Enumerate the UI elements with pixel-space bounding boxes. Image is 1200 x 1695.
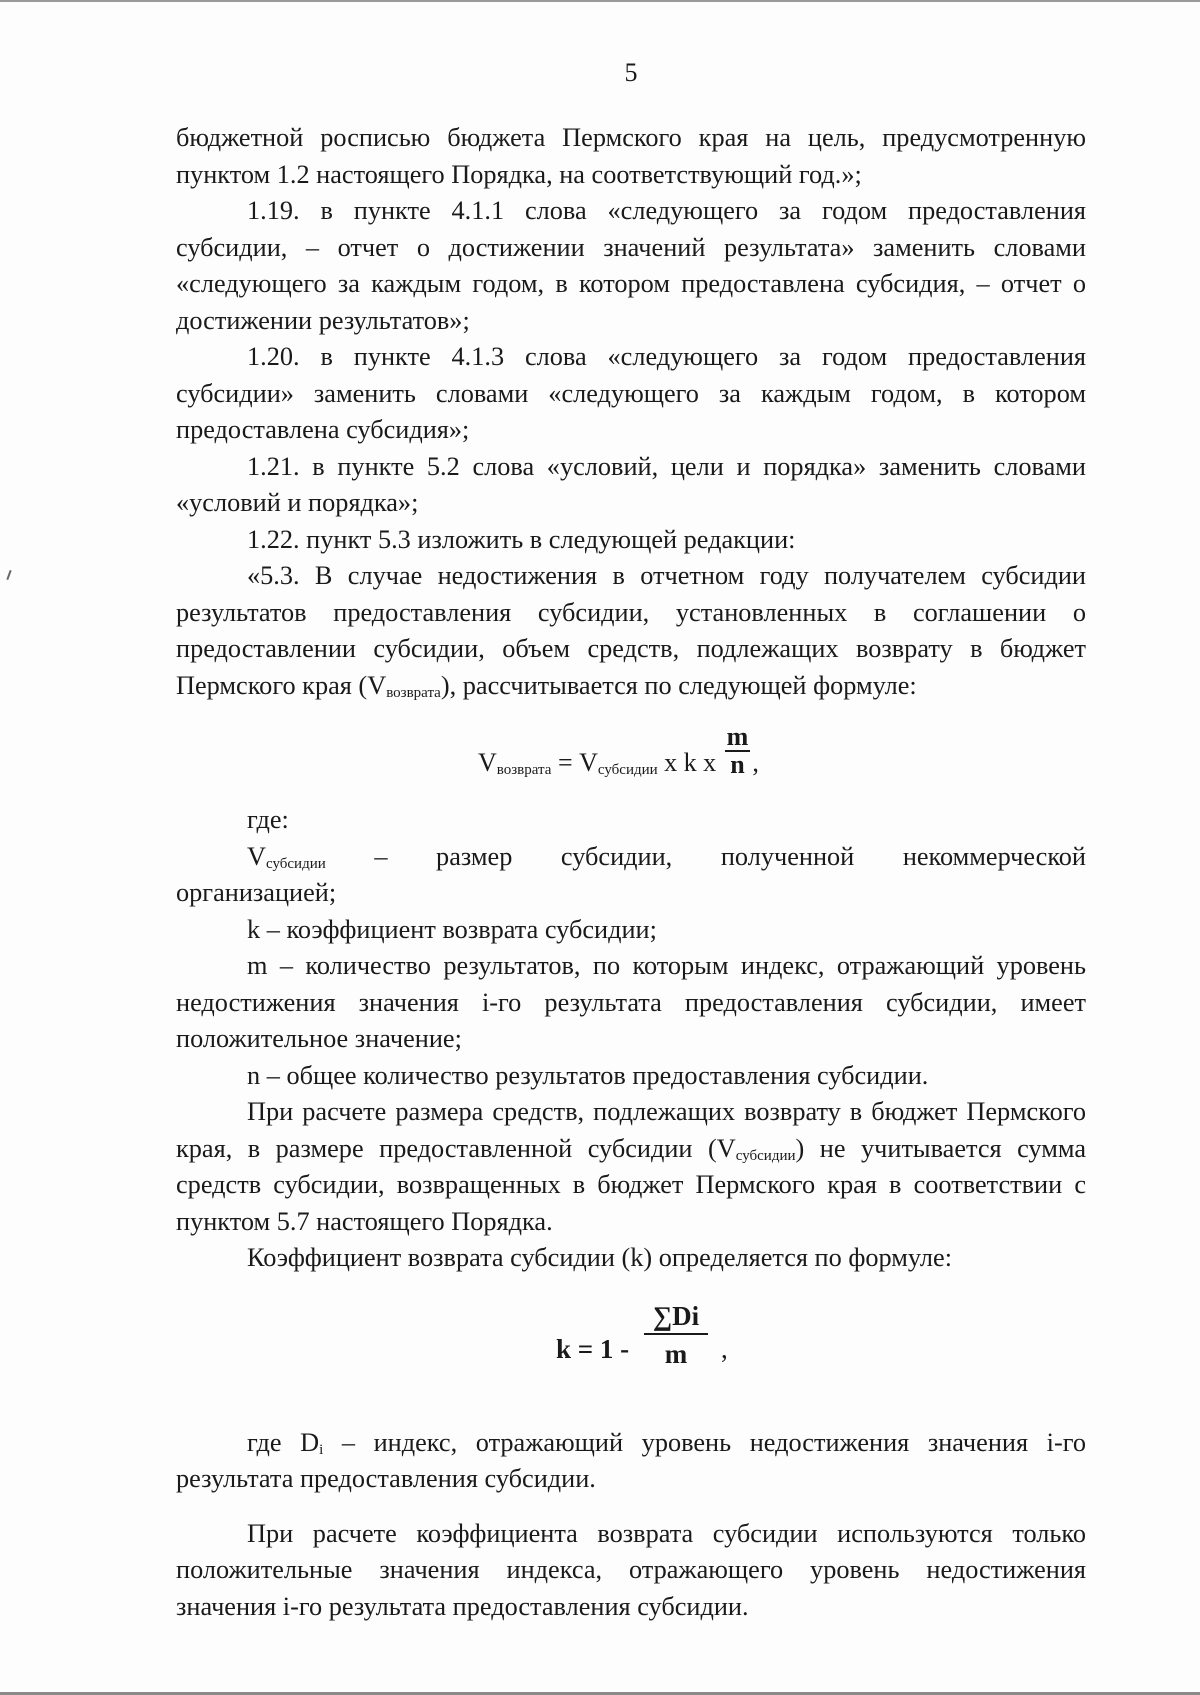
- di-subscript: i: [319, 1441, 324, 1458]
- paragraph-1-20: 1.20. в пункте 4.1.3 слова «следующего за годом предоставления субсидии» заменить словами «следующего за каждым годом, в котором предоставлена субсидия»;: [176, 342, 1086, 444]
- paragraph-5-3-text-b: ), рассчитывается по следующей формуле:: [440, 670, 917, 700]
- definition-v-subsidy-line: [176, 839, 1086, 876]
- definition-word: полученной: [720, 841, 855, 871]
- scan-top-edge: [0, 0, 1200, 2]
- v-subsidy-sub: субсидии: [266, 855, 326, 872]
- paragraph-1-19: 1.19. в пункте 4.1.1 слова «следующего за годом предоставления субсидии, – отчет о достижении значений результата» заменить словами «следующего за каждым годом, в котором предоставлена субсидия, – отчет о достижении результатов»;: [176, 196, 1086, 335]
- formula-k: [176, 1277, 1086, 1425]
- paragraph-1-21: 1.21. в пункте 5.2 слова «условий, цели и порядка» заменить словами «условий и порядка»;: [176, 451, 1086, 517]
- paragraph-5-3-text-a: «5.3. В случае недостижения в отчетном году получателем субсидии результатов предоставления субсидии, установленных в соглашении о предоставлении субсидии, объем средств, подлежащих возврату в бюджет Пермского края (V: [176, 561, 1086, 700]
- paragraph-positive-values: При расчете коэффициента возврата субсидии используются только положительные значения индекса, отражающего уровень недостижения значения i-го результата предоставления субсидии.: [176, 1518, 1086, 1621]
- paragraph-1-22: 1.22. пункт 5.3 изложить в следующей редакции:: [247, 524, 796, 554]
- formula-v-symbol: V: [478, 747, 497, 777]
- formula-v-subsidy-sub: субсидии: [597, 761, 658, 778]
- formula-equals: = V: [551, 747, 598, 777]
- formula-v-return-expression: [478, 722, 759, 792]
- definition-di: [176, 1425, 1086, 1498]
- paragraph-calculation-text-b: ) не учитывается сумма средств субсидии, возвращенных в бюджет Пермского края в соответствии с пунктом 5.7 настоящего Порядка.: [176, 1133, 1086, 1236]
- formula-k-fraction: [644, 1299, 708, 1373]
- definition-word: размер: [436, 841, 513, 871]
- definition-word: некоммерческой: [902, 841, 1086, 871]
- formula-multipliers: x k x: [657, 747, 723, 777]
- definition-word: субсидии,: [560, 841, 673, 871]
- definition-di-text-a: где D: [247, 1427, 320, 1457]
- definition-v-subsidy-symbol: [247, 839, 326, 876]
- definition-m: m – количество результатов, по которым индекс, отражающий уровень недостижения значения i-го результата предоставления субсидии, имеет положительное значение;: [176, 951, 1086, 1053]
- paragraph-5-3: [176, 558, 1086, 704]
- paragraph-calculation-note: [176, 1094, 1086, 1240]
- formula-k-lhs: k = 1 -: [556, 1333, 630, 1364]
- v-subsidy-sub-inline: субсидии: [735, 1147, 796, 1164]
- paragraph-calculation-text-a: При расчете размера средств, подлежащих возврату в бюджет Пермского края, в размере предоставленной субсидии (V: [176, 1097, 1086, 1163]
- definition-word: –: [374, 841, 388, 871]
- formula-comma: ,: [752, 747, 759, 777]
- paragraph-coefficient-intro: Коэффициент возврата субсидии (k) определяется по формуле:: [247, 1243, 953, 1272]
- scan-speck: [6, 570, 11, 580]
- definition-di-text-b: – индекс, отражающий уровень недостижения значения i-го результата предоставления субсидии.: [176, 1427, 1086, 1493]
- v-return-subscript: возврата: [386, 684, 441, 701]
- definition-k: k – коэффициент возврата субсидии;: [247, 914, 657, 944]
- v-symbol: V: [247, 841, 266, 871]
- formula-k-comma: ,: [721, 1333, 728, 1364]
- formula-k-denominator: m: [664, 1338, 688, 1369]
- page-number: 5: [624, 58, 638, 87]
- definition-n: n – общее количество результатов предоставления субсидии.: [247, 1060, 929, 1090]
- paragraph-continuation: бюджетной росписью бюджета Пермского края на цель, предусмотренную пунктом 1.2 настоящего Порядка, на соответствующий год.»;: [176, 123, 1086, 189]
- formula-k-numerator: ∑Di: [644, 1299, 708, 1335]
- definition-v-subsidy-continuation: организацией;: [176, 878, 337, 907]
- formula-fraction-m-n: [725, 724, 751, 778]
- fraction-denominator: n: [730, 750, 745, 779]
- formula-v-return-sub: возврата: [496, 761, 552, 778]
- formula-v-return: [176, 708, 1086, 796]
- fraction-numerator: m: [726, 722, 749, 751]
- where-label: где:: [247, 805, 289, 834]
- document-body: [176, 120, 1086, 1625]
